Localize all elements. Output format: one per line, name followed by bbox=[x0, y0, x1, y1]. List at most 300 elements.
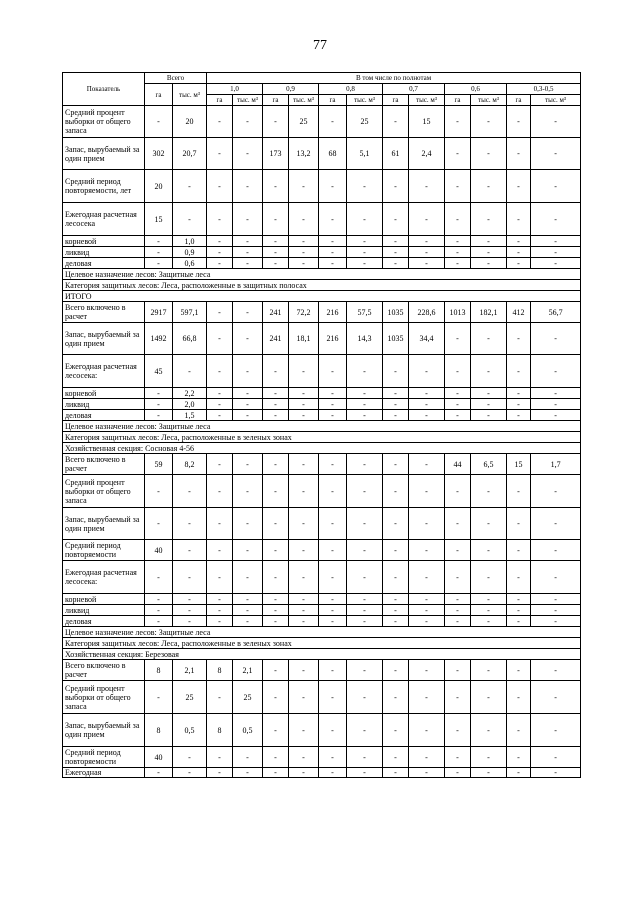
table-cell: 173 bbox=[263, 138, 289, 170]
table-cell: - bbox=[289, 203, 319, 236]
header-density-0-8: 0,8 bbox=[319, 84, 383, 95]
table-cell: - bbox=[207, 302, 233, 323]
table-cell: - bbox=[289, 388, 319, 399]
table-cell: - bbox=[383, 660, 409, 681]
section-row bbox=[63, 432, 581, 443]
table-cell: - bbox=[471, 605, 507, 616]
table-cell: - bbox=[207, 605, 233, 616]
table-cell: - bbox=[507, 323, 531, 355]
table-cell: - bbox=[409, 236, 445, 247]
header-unit-ha: га bbox=[263, 95, 289, 106]
table-cell: - bbox=[207, 410, 233, 421]
table-cell: - bbox=[207, 138, 233, 170]
table-cell: - bbox=[383, 388, 409, 399]
table-cell: - bbox=[173, 475, 207, 508]
row-label: Средний период повторяемости, лет bbox=[63, 170, 145, 203]
table-cell: - bbox=[207, 399, 233, 410]
table-cell: - bbox=[471, 768, 507, 778]
table-cell: - bbox=[471, 410, 507, 421]
table-cell: - bbox=[445, 355, 471, 388]
table-cell: 1035 bbox=[383, 323, 409, 355]
table-cell: - bbox=[233, 454, 263, 475]
table-cell: 18,1 bbox=[289, 323, 319, 355]
table-cell: - bbox=[507, 605, 531, 616]
table-cell: - bbox=[347, 258, 383, 269]
table-cell: - bbox=[233, 138, 263, 170]
table-cell: - bbox=[173, 203, 207, 236]
table-cell: - bbox=[145, 681, 173, 714]
page-number: 77 bbox=[313, 38, 327, 53]
table-cell: - bbox=[445, 660, 471, 681]
table-cell: 13,2 bbox=[289, 138, 319, 170]
table-cell: - bbox=[445, 138, 471, 170]
table-cell: - bbox=[289, 410, 319, 421]
table-cell: - bbox=[445, 508, 471, 540]
table-cell: 597,1 bbox=[173, 302, 207, 323]
table-cell: - bbox=[347, 170, 383, 203]
row-label: ликвид bbox=[63, 399, 145, 410]
table-cell: - bbox=[409, 247, 445, 258]
table-cell: - bbox=[383, 681, 409, 714]
table-cell: 6,5 bbox=[471, 454, 507, 475]
table-cell: - bbox=[471, 258, 507, 269]
table-cell: - bbox=[445, 399, 471, 410]
table-cell: - bbox=[145, 236, 173, 247]
table-cell: - bbox=[233, 203, 263, 236]
table-row bbox=[63, 138, 581, 170]
table-cell: - bbox=[347, 399, 383, 410]
table-cell: - bbox=[445, 747, 471, 768]
table-cell: - bbox=[173, 355, 207, 388]
table-cell: - bbox=[445, 616, 471, 627]
row-label: Средний период повторяемости bbox=[63, 540, 145, 561]
row-label: Ежегодная расчетная лесосека: bbox=[63, 355, 145, 388]
table-cell: - bbox=[289, 605, 319, 616]
table-cell: - bbox=[347, 454, 383, 475]
table-cell: - bbox=[507, 258, 531, 269]
table-cell: - bbox=[445, 681, 471, 714]
table-cell: - bbox=[445, 388, 471, 399]
table-cell: 216 bbox=[319, 302, 347, 323]
table-cell: - bbox=[207, 388, 233, 399]
table-cell: 2917 bbox=[145, 302, 173, 323]
table-cell: - bbox=[207, 475, 233, 508]
table-cell: - bbox=[207, 747, 233, 768]
table-cell: - bbox=[383, 605, 409, 616]
header-density-1-0: 1,0 bbox=[207, 84, 263, 95]
table-cell: - bbox=[319, 660, 347, 681]
table-cell: - bbox=[471, 540, 507, 561]
table-cell: 68 bbox=[319, 138, 347, 170]
table-cell: - bbox=[263, 594, 289, 605]
table-cell: - bbox=[531, 594, 581, 605]
table-cell: 34,4 bbox=[409, 323, 445, 355]
table-cell: - bbox=[507, 681, 531, 714]
table-cell: - bbox=[263, 247, 289, 258]
table-cell: - bbox=[233, 594, 263, 605]
table-header bbox=[63, 73, 581, 106]
table-cell: - bbox=[471, 138, 507, 170]
table-cell: - bbox=[347, 475, 383, 508]
table-row bbox=[63, 714, 581, 747]
table-cell: - bbox=[319, 508, 347, 540]
row-label: Ежегодная расчетная лесосека: bbox=[63, 561, 145, 594]
table-cell: 5,1 bbox=[347, 138, 383, 170]
table-cell: - bbox=[173, 170, 207, 203]
table-cell: - bbox=[383, 170, 409, 203]
table-cell: - bbox=[289, 399, 319, 410]
table-cell: 15 bbox=[507, 454, 531, 475]
table-cell: 0,6 bbox=[173, 258, 207, 269]
table-cell: - bbox=[319, 681, 347, 714]
table-cell: - bbox=[507, 236, 531, 247]
table-cell: - bbox=[409, 388, 445, 399]
table-cell: - bbox=[289, 714, 319, 747]
table-cell: 1,5 bbox=[173, 410, 207, 421]
table-cell: 40 bbox=[145, 540, 173, 561]
table-cell: - bbox=[145, 508, 173, 540]
table-cell: - bbox=[471, 747, 507, 768]
row-label: ликвид bbox=[63, 605, 145, 616]
table-cell: - bbox=[507, 714, 531, 747]
table-cell: - bbox=[471, 616, 507, 627]
table-cell: - bbox=[409, 616, 445, 627]
table-cell: - bbox=[507, 475, 531, 508]
table-cell: - bbox=[173, 616, 207, 627]
table-cell: - bbox=[507, 540, 531, 561]
table-cell: - bbox=[409, 540, 445, 561]
table-cell: 2,1 bbox=[173, 660, 207, 681]
table-cell: - bbox=[347, 355, 383, 388]
table-cell: - bbox=[409, 605, 445, 616]
table-cell: - bbox=[445, 540, 471, 561]
section-row bbox=[63, 291, 581, 302]
table-cell: - bbox=[319, 247, 347, 258]
table-cell: - bbox=[471, 388, 507, 399]
table-cell: - bbox=[409, 170, 445, 203]
table-cell: - bbox=[289, 355, 319, 388]
table-cell: - bbox=[383, 410, 409, 421]
table-cell: - bbox=[263, 660, 289, 681]
table-cell: - bbox=[289, 508, 319, 540]
table-cell: - bbox=[507, 170, 531, 203]
table-row bbox=[63, 475, 581, 508]
table-cell: - bbox=[531, 355, 581, 388]
row-label: Средний процент выборки от общего запаса bbox=[63, 106, 145, 138]
section-row bbox=[63, 627, 581, 638]
table-cell: - bbox=[347, 203, 383, 236]
table-cell: - bbox=[531, 203, 581, 236]
table-cell: - bbox=[319, 561, 347, 594]
table-cell: - bbox=[445, 170, 471, 203]
table-cell: - bbox=[233, 399, 263, 410]
table-cell: - bbox=[145, 561, 173, 594]
table-cell: - bbox=[531, 138, 581, 170]
table-cell: - bbox=[233, 247, 263, 258]
table-row bbox=[63, 768, 581, 778]
table-cell: - bbox=[289, 681, 319, 714]
table-cell: - bbox=[445, 475, 471, 508]
table-cell: - bbox=[233, 106, 263, 138]
table-cell: 8 bbox=[145, 714, 173, 747]
table-cell: - bbox=[233, 258, 263, 269]
table-cell: - bbox=[445, 258, 471, 269]
table-cell: - bbox=[445, 605, 471, 616]
table-cell: - bbox=[263, 410, 289, 421]
table-cell: 2,2 bbox=[173, 388, 207, 399]
table-cell: - bbox=[471, 170, 507, 203]
table-cell: - bbox=[289, 247, 319, 258]
table-cell: - bbox=[383, 768, 409, 778]
table-cell: - bbox=[471, 203, 507, 236]
forest-harvest-table bbox=[62, 72, 581, 778]
table-cell: - bbox=[409, 714, 445, 747]
table-cell: 61 bbox=[383, 138, 409, 170]
row-label: Всего включено в расчет bbox=[63, 660, 145, 681]
header-unit-volume: тыс. м³ bbox=[471, 95, 507, 106]
table-cell: - bbox=[319, 258, 347, 269]
table-cell: - bbox=[383, 714, 409, 747]
table-cell: - bbox=[145, 410, 173, 421]
table-cell: - bbox=[319, 616, 347, 627]
table-cell: - bbox=[263, 768, 289, 778]
table-cell: - bbox=[531, 247, 581, 258]
table-cell: - bbox=[289, 540, 319, 561]
header-density-0-3-0-5: 0,3-0,5 bbox=[507, 84, 581, 95]
table-cell: - bbox=[445, 561, 471, 594]
table-row bbox=[63, 616, 581, 627]
table-row bbox=[63, 106, 581, 138]
row-label: Средний процент выборки от общего запаса bbox=[63, 681, 145, 714]
table-cell: - bbox=[383, 594, 409, 605]
table-body bbox=[63, 106, 581, 778]
table-cell: - bbox=[233, 475, 263, 508]
table-cell: 0,5 bbox=[173, 714, 207, 747]
table-cell: - bbox=[319, 605, 347, 616]
table-cell: - bbox=[233, 747, 263, 768]
table-cell: - bbox=[145, 594, 173, 605]
table-cell: - bbox=[319, 388, 347, 399]
table-cell: - bbox=[207, 247, 233, 258]
table-cell: - bbox=[207, 454, 233, 475]
row-label: Средний процент выборки от общего запаса bbox=[63, 475, 145, 508]
table-cell: - bbox=[207, 236, 233, 247]
table-cell: 59 bbox=[145, 454, 173, 475]
table-cell: - bbox=[289, 258, 319, 269]
table-cell: - bbox=[347, 616, 383, 627]
table-cell: - bbox=[445, 203, 471, 236]
table-cell: - bbox=[445, 247, 471, 258]
table-cell: - bbox=[383, 355, 409, 388]
table-cell: 2,1 bbox=[233, 660, 263, 681]
table-cell: - bbox=[233, 323, 263, 355]
row-label: корневой bbox=[63, 594, 145, 605]
table-cell: - bbox=[383, 540, 409, 561]
table-cell: - bbox=[233, 605, 263, 616]
table-cell: - bbox=[445, 768, 471, 778]
table-cell: - bbox=[507, 594, 531, 605]
table-cell: - bbox=[207, 561, 233, 594]
table-cell: - bbox=[233, 616, 263, 627]
table-cell: - bbox=[383, 106, 409, 138]
table-cell: - bbox=[471, 475, 507, 508]
table-cell: - bbox=[233, 236, 263, 247]
section-label: Категория защитных лесов: Леса, расположенные в зеленых зонах bbox=[63, 638, 581, 649]
row-label: Запас, вырубаемый за один прием bbox=[63, 714, 145, 747]
table-row bbox=[63, 605, 581, 616]
table-cell: - bbox=[347, 561, 383, 594]
row-label: Средний период повторяемости bbox=[63, 747, 145, 768]
table-cell: - bbox=[383, 236, 409, 247]
table-cell: - bbox=[507, 355, 531, 388]
table-cell: - bbox=[289, 475, 319, 508]
table-cell: 241 bbox=[263, 302, 289, 323]
table-cell: - bbox=[383, 475, 409, 508]
table-cell: - bbox=[263, 616, 289, 627]
table-cell: - bbox=[507, 106, 531, 138]
table-cell: - bbox=[289, 170, 319, 203]
header-unit-volume: тыс. м³ bbox=[409, 95, 445, 106]
table-cell: - bbox=[289, 660, 319, 681]
table-cell: - bbox=[173, 508, 207, 540]
table-cell: - bbox=[471, 508, 507, 540]
row-label: деловая bbox=[63, 258, 145, 269]
table-cell: - bbox=[233, 170, 263, 203]
table-cell: - bbox=[409, 203, 445, 236]
table-cell: - bbox=[263, 747, 289, 768]
table-cell: - bbox=[471, 594, 507, 605]
table-cell: - bbox=[319, 475, 347, 508]
table-cell: - bbox=[347, 594, 383, 605]
table-row bbox=[63, 410, 581, 421]
table-cell: - bbox=[319, 594, 347, 605]
table-cell: - bbox=[445, 236, 471, 247]
table-cell: - bbox=[383, 747, 409, 768]
table-cell: - bbox=[233, 508, 263, 540]
table-cell: - bbox=[347, 768, 383, 778]
table-cell: - bbox=[409, 399, 445, 410]
section-label: Целевое назначение лесов: Защитные леса bbox=[63, 421, 581, 432]
table-cell: - bbox=[471, 399, 507, 410]
table-cell: 1,7 bbox=[531, 454, 581, 475]
header-unit-ha: га bbox=[207, 95, 233, 106]
table-cell: - bbox=[145, 768, 173, 778]
table-cell: - bbox=[207, 508, 233, 540]
table-cell: - bbox=[531, 410, 581, 421]
table-cell: - bbox=[319, 747, 347, 768]
header-density-0-7: 0,7 bbox=[383, 84, 445, 95]
table-cell: - bbox=[263, 106, 289, 138]
table-cell: 216 bbox=[319, 323, 347, 355]
section-row bbox=[63, 443, 581, 454]
table-cell: 8 bbox=[207, 714, 233, 747]
section-label: Хозяйственная секция: Березовая bbox=[63, 649, 581, 660]
table-cell: - bbox=[263, 508, 289, 540]
row-label: Запас, вырубаемый за один прием bbox=[63, 138, 145, 170]
table-cell: 15 bbox=[145, 203, 173, 236]
table-cell: 14,3 bbox=[347, 323, 383, 355]
table-cell: - bbox=[289, 594, 319, 605]
table-cell: 44 bbox=[445, 454, 471, 475]
table-cell: - bbox=[347, 236, 383, 247]
table-cell: 25 bbox=[233, 681, 263, 714]
table-cell: - bbox=[531, 681, 581, 714]
header-unit-volume: тыс. м³ bbox=[289, 95, 319, 106]
table-cell: - bbox=[531, 399, 581, 410]
table-cell: - bbox=[531, 475, 581, 508]
table-cell: - bbox=[445, 106, 471, 138]
table-cell: - bbox=[507, 388, 531, 399]
table-cell: 2,4 bbox=[409, 138, 445, 170]
table-cell: - bbox=[289, 616, 319, 627]
table-row bbox=[63, 302, 581, 323]
table-cell: - bbox=[531, 323, 581, 355]
table-cell: - bbox=[319, 106, 347, 138]
table-cell: - bbox=[319, 355, 347, 388]
table-cell: 25 bbox=[173, 681, 207, 714]
row-label: Запас, вырубаемый за один прием bbox=[63, 508, 145, 540]
table-cell: 20 bbox=[145, 170, 173, 203]
table-cell: - bbox=[347, 747, 383, 768]
table-cell: - bbox=[409, 410, 445, 421]
table-cell: - bbox=[383, 561, 409, 594]
table-cell: - bbox=[383, 258, 409, 269]
header-by-density: В том числе по полнотам bbox=[207, 73, 581, 84]
table-cell: - bbox=[263, 454, 289, 475]
table-cell: - bbox=[347, 247, 383, 258]
table-cell: - bbox=[409, 258, 445, 269]
section-row bbox=[63, 280, 581, 291]
table-cell: 1035 bbox=[383, 302, 409, 323]
header-unit-volume: тыс. м³ bbox=[347, 95, 383, 106]
table-cell: - bbox=[409, 747, 445, 768]
table-cell: - bbox=[207, 768, 233, 778]
table-cell: - bbox=[207, 323, 233, 355]
table-cell: - bbox=[507, 203, 531, 236]
table-cell: - bbox=[471, 236, 507, 247]
table-cell: 241 bbox=[263, 323, 289, 355]
table-cell: - bbox=[145, 247, 173, 258]
table-cell: - bbox=[263, 561, 289, 594]
table-cell: - bbox=[263, 236, 289, 247]
table-cell: - bbox=[145, 388, 173, 399]
section-label: ИТОГО bbox=[63, 291, 581, 302]
table-row bbox=[63, 594, 581, 605]
table-row bbox=[63, 681, 581, 714]
table-cell: - bbox=[347, 714, 383, 747]
table-cell: 20 bbox=[173, 106, 207, 138]
table-cell: 25 bbox=[289, 106, 319, 138]
table-cell: 2,0 bbox=[173, 399, 207, 410]
table-row bbox=[63, 399, 581, 410]
table-row bbox=[63, 236, 581, 247]
row-label: Ежегодная расчетная лесосека bbox=[63, 203, 145, 236]
table-cell: - bbox=[173, 540, 207, 561]
table-cell: - bbox=[531, 236, 581, 247]
section-row bbox=[63, 638, 581, 649]
table-cell: - bbox=[507, 508, 531, 540]
header-unit-ha: га bbox=[319, 95, 347, 106]
table-cell: - bbox=[383, 203, 409, 236]
table-cell: - bbox=[319, 203, 347, 236]
table-cell: - bbox=[173, 594, 207, 605]
table-cell: - bbox=[507, 768, 531, 778]
table-cell: 0,5 bbox=[233, 714, 263, 747]
header-total: Всего bbox=[145, 73, 207, 84]
table-row bbox=[63, 355, 581, 388]
table-cell: - bbox=[207, 258, 233, 269]
table-row bbox=[63, 454, 581, 475]
